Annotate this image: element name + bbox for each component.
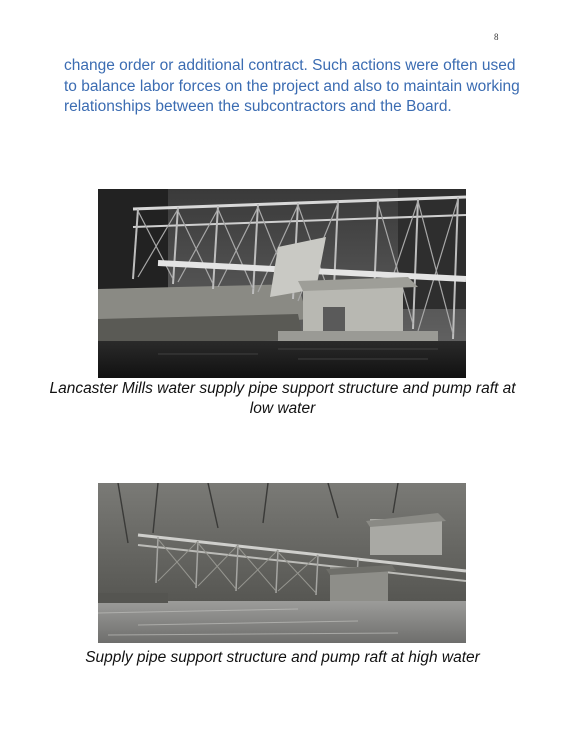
photo-low-water-image [98, 189, 466, 378]
figure-caption-high-water: Supply pipe support structure and pump raft at high water [85, 649, 480, 666]
page-number: 8 [494, 32, 499, 42]
photo-low-water [98, 189, 466, 378]
photo-high-water-image [98, 483, 466, 643]
body-paragraph: change order or additional contract. Such actions were often used to balance labor forces on the project and also to maintain working relationships between the subcontractors and the Board. [64, 57, 520, 115]
figure-caption-low-water: Lancaster Mills water supply pipe support structure and pump raft at low water [49, 380, 516, 417]
photo-high-water [98, 483, 466, 643]
